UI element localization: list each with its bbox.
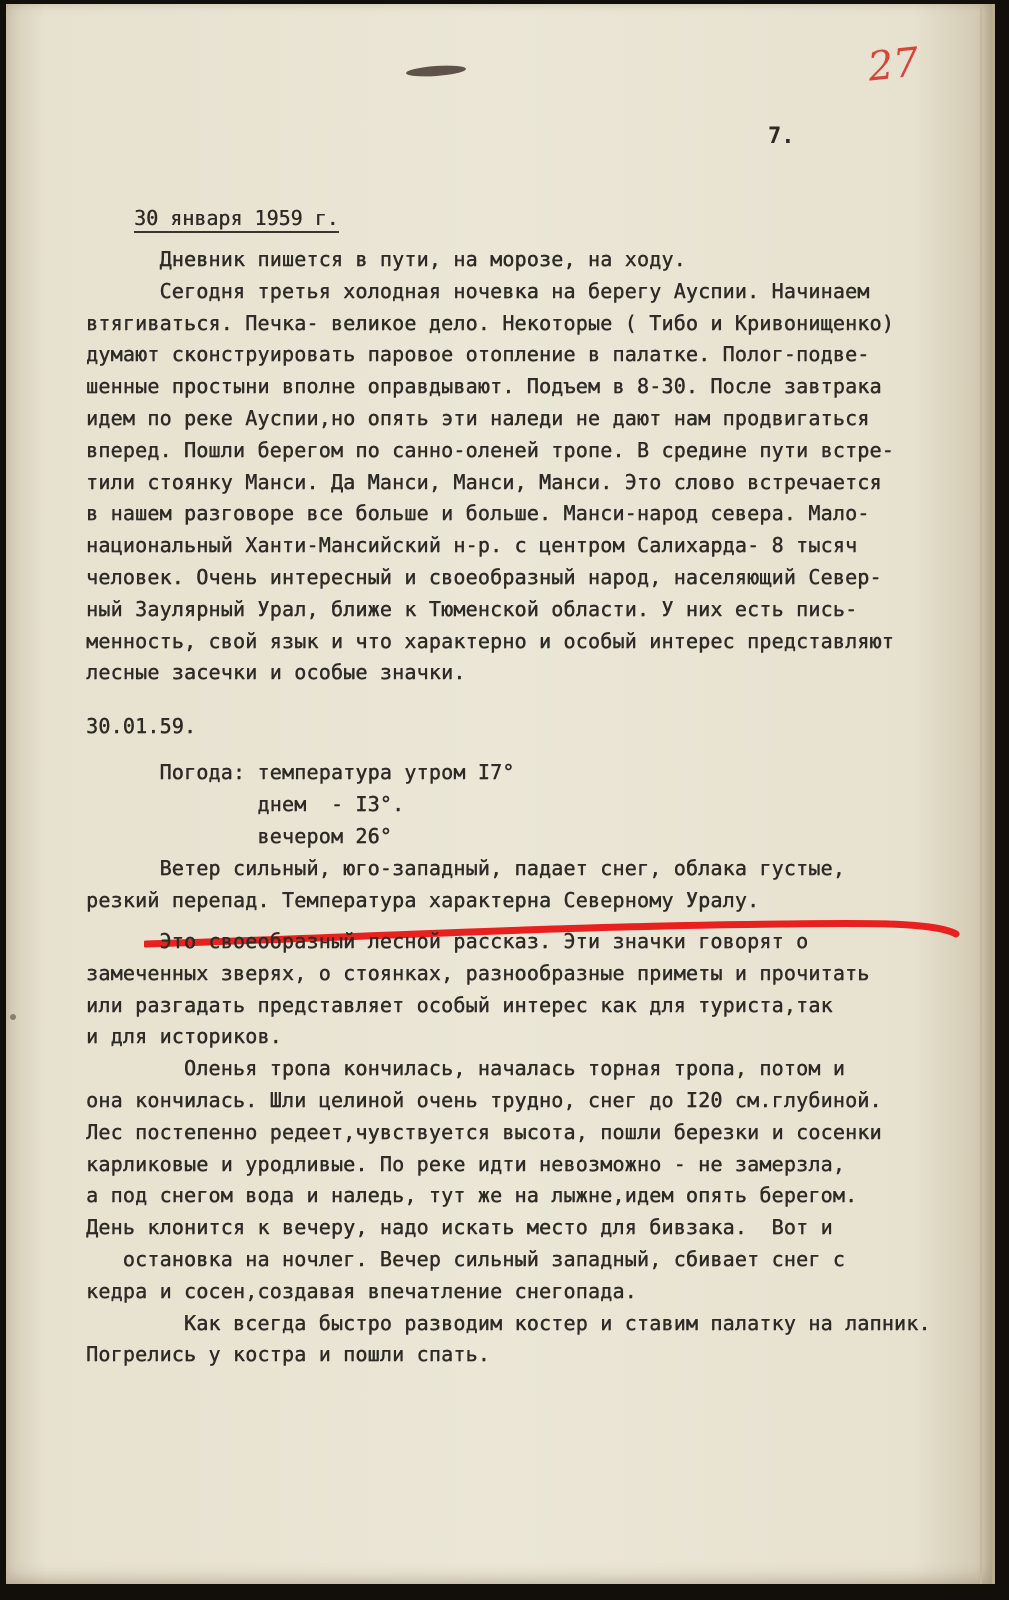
document-page (6, 4, 995, 1584)
margin-speck (10, 1014, 16, 1020)
folio-number: 27 (865, 39, 922, 91)
ink-smudge (406, 64, 467, 78)
page-number: 7. (768, 124, 795, 149)
diary-date-heading: 30 января 1959 г. (134, 206, 339, 233)
weather-report: Погода: температура утром I7° днем - I3°. вечером 26° Ветер сильный, юго-западный, падает снег, облака густые, резкий перепад. Температура характерна Северному Уралу. (86, 760, 845, 912)
page-edge (980, 4, 982, 1584)
diary-paragraph-1: Дневник пишется в пути, на морозе, на ходу. Сегодня третья холодная ночевка на берегу Ауспии. Начинаем втягиваться. Печка- великое дело. Некоторые ( Тибо и Кривонищенко) думают сконструировать паровое отопление в палатке. Полог-подве- шенные простыни вполне оправдывают. Подъем в 8-30. После завтрака идем по реке Ауспии,но опять эти наледи не дают нам продвигаться вперед. Пошли берегом по санно-оленей тропе. В средине пути встре- тили стоянку Манси. Да Манси, Манси, Манси. Это слово встречается в нашем разговоре все больше и больше. Манси-народ севера. Мало- национальный Ханти-Мансийский н-р. с центром Салихарда- 8 тысяч человек. Очень интересный и своеобразный народ, населяющий Север- ный Заулярный Урал, ближе к Тюменской области. У них есть пись- менность, свой язык и что характерно и особый интерес представляют лесные засечки и особые значки. (86, 247, 894, 685)
diary-paragraph-3: Это своеобразный лесной рассказ. Эти значки говорят о замеченных зверях, о стоянках, разнообразные приметы и прочитать или разгадать представляет особый интерес как для туриста,так и для историков. Оленья тропа кончилась, началась торная тропа, потом и она кончилась. Шли целиной очень трудно, снег до I20 см.глубиной. Лес постепенно редеет,чувствуется высота, пошли березки и сосенки карликовые и уродливые. По реке идти невозможно - не замерзла, а под снегом вода и наледь, тут же на лыжне,идем опять берегом. День клонится к вечеру, надо искать место для бивзака. Вот и остановка на ночлег. Вечер сильный западный, сбивает снег с кедра и сосен,создавая впечатление снегопада. Как всегда быстро разводим костер и ставим палатку на лапник. Погрелись у костра и пошли спать. (86, 929, 931, 1367)
short-date: 30.01.59. (86, 714, 197, 738)
